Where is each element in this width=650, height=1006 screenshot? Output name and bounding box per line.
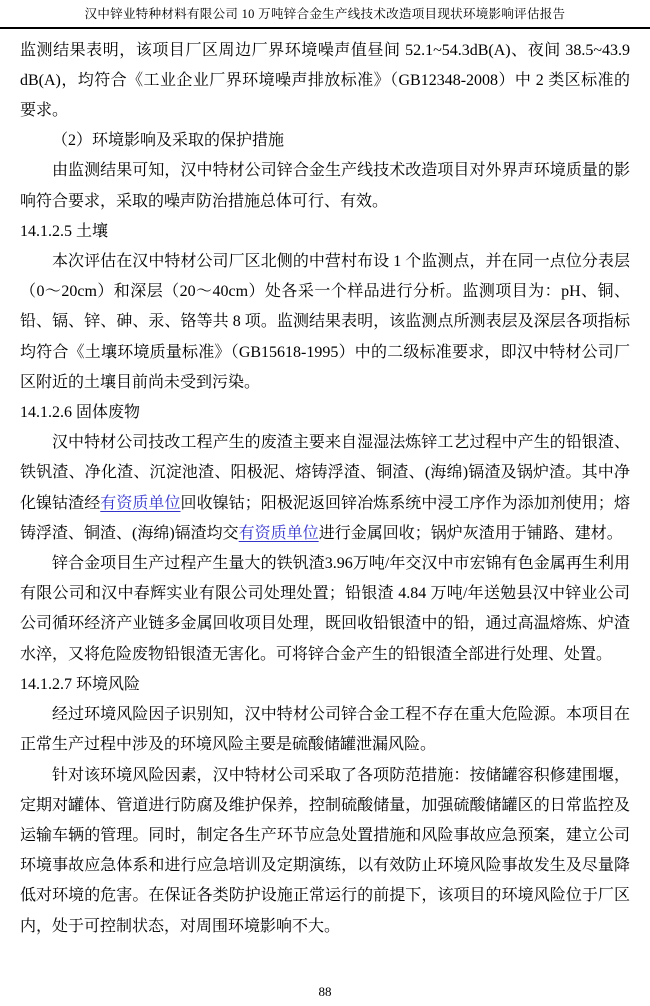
paragraph: [20, 761, 630, 942]
text-segment: 经过环境风险因子识别知，汉中特材公司锌合金工程不存在重大危险源。本项目在正常生产过程中涉及的环境风险主要是硫酸储罐泄漏风险。: [20, 706, 630, 754]
qualified-unit-link[interactable]: 有资质单位: [238, 524, 319, 542]
text-segment: 针对该环境风险因素，汉中特材公司采取了各项防范措施：按储罐容积修建围堰，定期对罐体、管道进行防腐及维护保养，控制硫酸储量，加强硫酸储罐区的日常监控及运输车辆的管理。同时，制定各生产环节应急处置措施和风险事故应急预案，建立公司环境事故应急体系和进行应急培训及定期演练，以有效防止环境风险事故发生及尽量降低对环境的危害。在保证各类防护设施正常运行的前提下，该项目的环境风险位于厂区内，处于可控制状态，对周围环境影响不大。: [20, 766, 630, 935]
section-heading: [20, 217, 630, 247]
text-segment: 本次评估在汉中特材公司厂区北侧的中营村布设 1 个监测点，并在同一点位分表层（0～20cm）和深层（20～40cm）处各采一个样品进行分析。监测项目为：pH、铜、铅、镉、锌、砷、汞、铬等共 8 项。监测结果表明，该监测点所测表层及深层各项指标均符合《土壤环境质量标准》（GB15618-1995）中的二级标准要求，即汉中特材公司厂区附近的土壤目前尚未受到污染。: [20, 253, 630, 391]
text-segment: 监测结果表明，该项目厂区周边厂界环境噪声值昼间 52.1~54.3dB(A)、夜间 38.5~43.9 dB(A)，均符合《工业企业厂界环境噪声排放标准》（GB12348-2008）中 2 类区标准的要求。: [20, 41, 630, 120]
text-segment: 由监测结果可知，汉中特材公司锌合金生产线技术改造项目对外界声环境质量的影响符合要求，采取的噪声防治措施总体可行、有效。: [20, 162, 630, 210]
text-segment: 汉中特材公司技改工程产生的废渣主要来自湿湿法炼锌工艺过程中产生的铅银渣、铁钒渣、净化渣、沉淀池渣、阳极泥、熔铸浮渣、铜渣、(海绵)镉渣及锅炉渣。其中净化镍钴渣经: [20, 434, 630, 512]
text-segment: （2）环境影响及采取的保护措施: [52, 132, 285, 150]
page-header-title: 汉中锌业特种材料有限公司 10 万吨锌合金生产线技术改造项目现状环境影响评估报告: [0, 0, 650, 29]
qualified-unit-link[interactable]: 有资质单位: [100, 494, 181, 512]
section-heading: [20, 670, 630, 700]
paragraph: [20, 156, 630, 216]
paragraph: [20, 126, 630, 156]
paragraph: [20, 36, 630, 127]
page-number: 88: [318, 984, 332, 999]
text-segment: 锌合金项目生产过程产生量大的铁钒渣3.96万吨/年交汉中市宏锦有色金属再生利用有限公司和汉中春辉实业有限公司处理处置；铅银渣 4.84 万吨/年送勉县汉中锌业公司公司循环经济产业链多金属回收项目处理，既回收铅银渣中的铅，通过高温熔炼、炉渣水淬，又将危险废物铅银渣无害化。可将锌合金产生的铅银渣全部进行处理、处置。: [20, 555, 630, 663]
paragraph: [20, 428, 630, 549]
paragraph: [20, 700, 630, 760]
document-body: [0, 29, 650, 942]
text-segment: 回收镍钴；阳极泥返回锌冶炼系统中浸工序作为添加剂使用；熔铸浮渣、铜渣、(海绵)镉渣均交: [20, 494, 630, 542]
text-segment: 14.1.2.7 环境风险: [20, 675, 141, 693]
paragraph: [20, 549, 630, 670]
text-segment: 进行金属回收；锅炉灰渣用于铺路、建材。: [318, 524, 623, 542]
text-segment: 14.1.2.6 固体废物: [20, 404, 141, 422]
section-heading: [20, 398, 630, 428]
text-segment: 14.1.2.5 土壤: [20, 222, 109, 240]
paragraph: [20, 247, 630, 398]
